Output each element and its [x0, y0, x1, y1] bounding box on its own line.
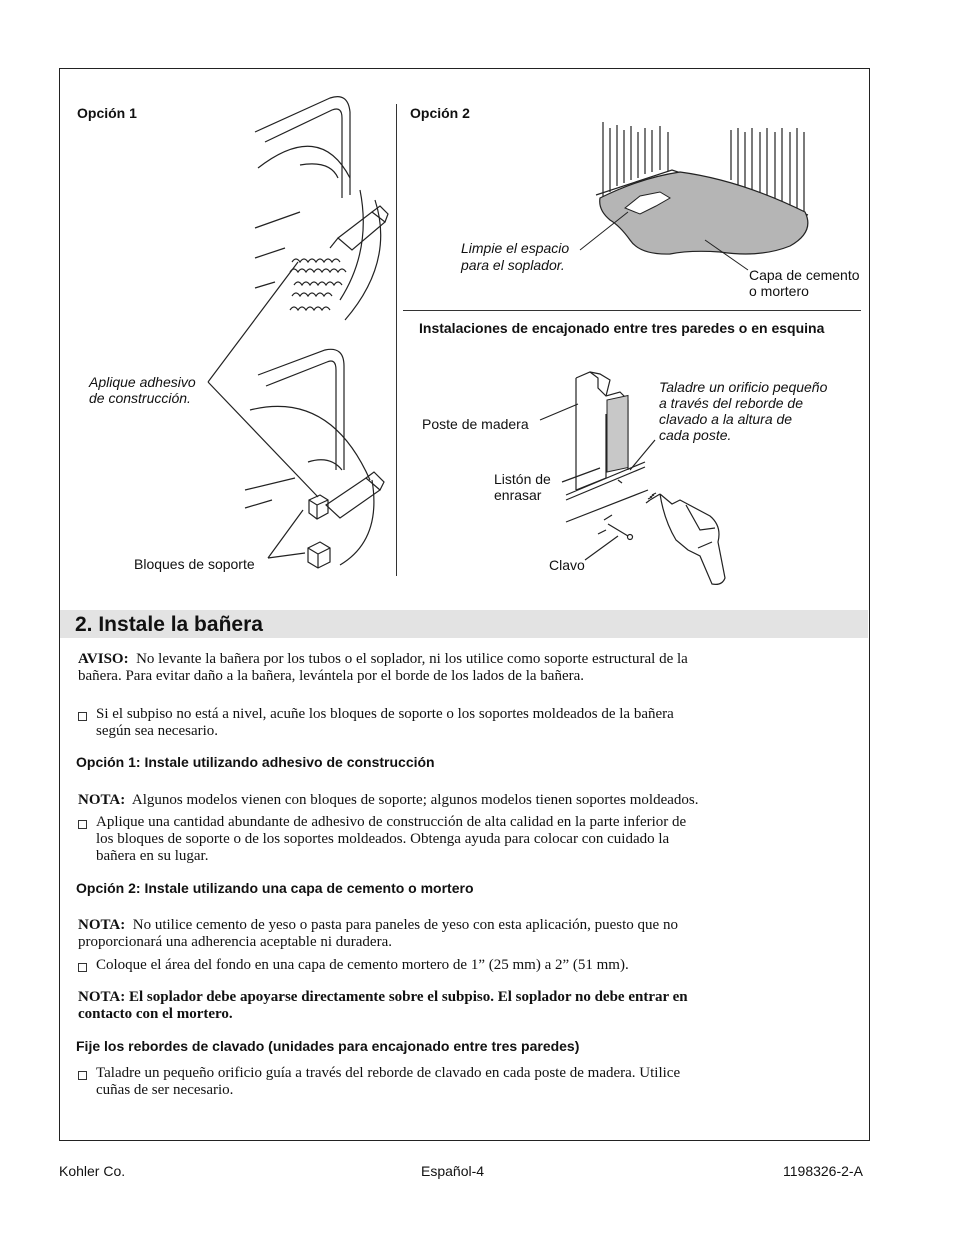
drill-note-line4: cada poste.: [659, 427, 732, 443]
note2-line1: [78, 917, 678, 934]
nail-label: Clavo: [549, 557, 585, 573]
drill-note-line3: clavado a la altura de: [659, 411, 793, 427]
option2-title: Opción 2: [410, 105, 470, 121]
adhesive-label-line2: de construcción.: [89, 390, 191, 406]
three-wall-caption: Instalaciones de encajonado entre tres paredes o en esquina: [419, 320, 825, 336]
drill-note-line1: Taladre un orificio pequeño: [659, 379, 828, 395]
bullet2-line3: bañera en su lugar.: [96, 848, 209, 864]
bullet-square-icon: [78, 963, 87, 972]
bullet4-line2: cuñas de ser necesario.: [96, 1082, 234, 1098]
bullet-square-icon: [78, 820, 87, 829]
adhesive-label-line1: Aplique adhesivo: [89, 374, 196, 390]
bullet-square-icon: [78, 712, 87, 721]
notice-line1: [78, 651, 688, 668]
note1-key: NOTA:: [78, 792, 126, 808]
fix-flanges-heading: Fije los rebordes de clavado (unidades para encajonado entre tres paredes): [76, 1038, 580, 1054]
bullet3: Coloque el área del fondo en una capa de cemento mortero de 1” (25 mm) a 2” (51 mm).: [96, 957, 629, 973]
note1-text: Algunos modelos vienen con bloques de soporte; algunos modelos tienen soportes moldeados.: [131, 792, 699, 808]
section-title: 2. Instale la bañera: [75, 613, 263, 636]
note2-key: NOTA:: [78, 917, 126, 933]
option1-title: Opción 1: [77, 105, 137, 121]
wood-stud-label: Poste de madera: [422, 416, 529, 432]
strip-label-line2: enrasar: [494, 487, 542, 503]
notice-text-line1: No levante la bañera por los tubos o el soplador, ni los utilice como soporte estructural de la: [136, 651, 688, 667]
note2-text-line1: No utilice cemento de yeso o pasta para paneles de yeso con esta aplicación, puesto que no: [132, 917, 678, 933]
note1: [78, 792, 699, 809]
option2-heading: Opción 2: Instale utilizando una capa de cemento o mortero: [76, 880, 474, 896]
cement-layer-label-line2: o mortero: [749, 283, 809, 299]
bullet4-line1: Taladre un pequeño orificio guía a través del reborde de clavado en cada poste de madera. Utilice: [96, 1065, 681, 1081]
notice-key: AVISO:: [78, 651, 129, 667]
notice-line2: bañera. Para evitar daño a la bañera, levántela por el borde de los lados de la bañera.: [78, 668, 585, 684]
clean-blower-label-line2: para el soplador.: [461, 257, 565, 273]
note3-line2: contacto con el mortero.: [78, 1006, 233, 1022]
note2-line2: proporcionará una adherencia aceptable ni duradera.: [78, 934, 392, 950]
footer-company: Kohler Co.: [59, 1163, 126, 1179]
option1-heading: Opción 1: Instale utilizando adhesivo de construcción: [76, 754, 435, 770]
bullet-square-icon: [78, 1071, 87, 1080]
footer-doc-number: 1198326-2-A: [783, 1163, 863, 1179]
strip-label-line1: Listón de: [494, 471, 551, 487]
footer-page-number: Español-4: [421, 1163, 485, 1179]
bullet1-line2: según sea necesario.: [96, 723, 219, 739]
clean-blower-label-line1: Limpie el espacio: [461, 240, 570, 256]
cement-layer-label-line1: Capa de cemento: [749, 267, 860, 283]
bullet2-line1: Aplique una cantidad abundante de adhesivo de construcción de alta calidad en la parte inferior de: [96, 814, 687, 830]
support-blocks-label: Bloques de soporte: [134, 556, 255, 572]
bullet2-line2: los bloques de soporte o de los soportes moldeados. Obtenga ayuda para colocar con cuidado la: [96, 831, 670, 847]
note3-line1: NOTA: El soplador debe apoyarse directamente sobre el subpiso. El soplador no debe entrar en: [78, 989, 688, 1005]
bullet1-line1: Si el subpiso no está a nivel, acuñe los bloques de soporte o los soportes moldeados de la bañera: [96, 706, 674, 722]
drill-note-line2: a través del reborde de: [659, 395, 803, 411]
